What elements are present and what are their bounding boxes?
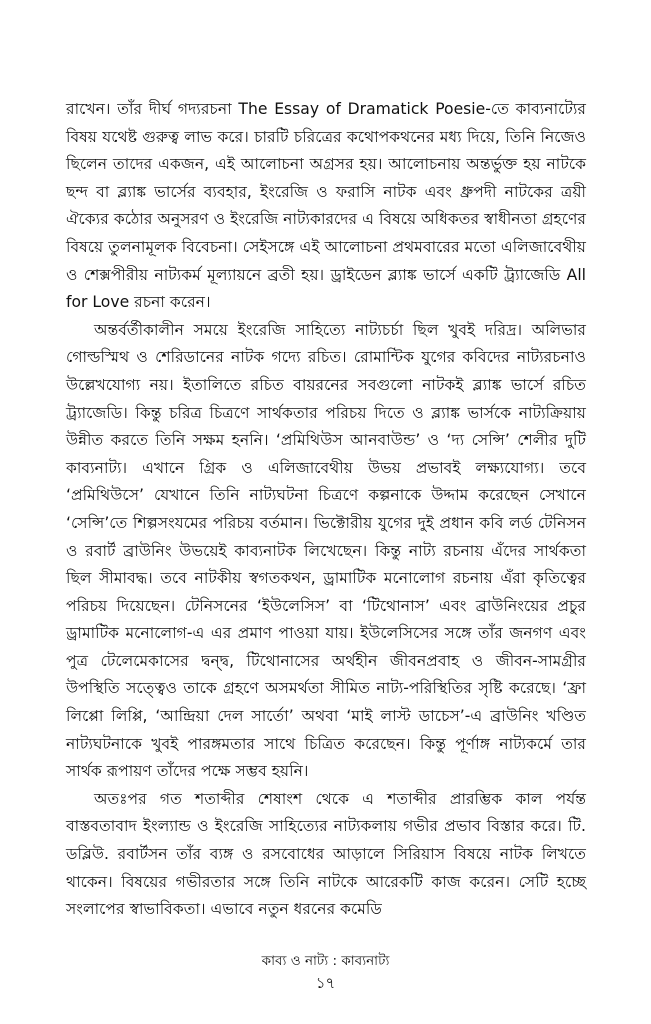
page-number: ১৭ <box>315 974 336 992</box>
body-text <box>66 96 586 924</box>
paragraph-interim-period: অন্তর্বর্তীকালীন সময়ে ইংরেজি সাহিত্যে নাট্যচর্চা ছিল খুবই দরিদ্র। অলিভার গোল্ডস্মিথ ও শেরিডানের নাটক গদ্যে রচিত। রোমান্টিক যুগের কবিদের নাট্যরচনাও উল্লেখযোগ্য নয়। ইতালিতে রচিত বায়রনের সবগুলো নাটকই ব্ল্যাঙ্ক ভার্সে রচিত ট্র্যাজেডি। কিন্তু চরিত্র চিত্রণে সার্থকতার পরিচয় দিতে ও ব্ল্যাঙ্ক ভার্সকে নাট্যক্রিয়ায় উন্নীত করতে তিনি সক্ষম হননি। ‘প্রমিথিউস আনবাউন্ড’ ও ‘দ্য সেন্সি’ শেলীর দুটি কাব্যনাট্য। এখানে গ্রিক ও এলিজাবেথীয় উভয় প্রভাবই লক্ষ্যযোগ্য। তবে ‘প্রমিথিউসে’ যেখানে তিনি নাট্যঘটনা চিত্রণে কল্পনাকে উদ্দাম করেছেন সেখানে ‘সেন্সি’তে শিল্পসংযমের পরিচয় বর্তমান। ভিক্টোরীয় যুগের দুই প্রধান কবি লর্ড টেনিসন ও রবার্ট ব্রাউনিং উভয়েই কাব্যনাটক লিখেছেন। কিন্তু নাট্য রচনায় এঁদের সার্থকতা ছিল সীমাবদ্ধ। তবে নাটকীয় স্বগতকথন, ড্রামাটিক মনোলোগ রচনায় এঁরা কৃতিত্বের পরিচয় দিয়েছেন। টেনিসনের ‘ইউলেসিস’ বা ‘টিথোনাস’ এবং ব্রাউনিংয়ের প্রচুর ড্রামাটিক মনোলোগ-এ এর প্রমাণ পাওয়া যায়। ইউলেসিসের সঙ্গে তাঁর জনগণ এবং পুত্র টেলেমেকাসের দ্বন্দ্ব, টিথোনাসের অর্থহীন জীবনপ্রবাহ ও জীবন-সামগ্রীর উপস্থিতি সত্ত্বেও তাকে গ্রহণে অসমর্থতা সীমিত নাট্য-পরিস্থিতির সৃষ্টি করেছে। ‘ফ্রা লিপ্পো লিপ্পি, ‘আন্দ্রিয়া দেল সার্তো’ অথবা ‘মাই লাস্ট ডাচেস’-এ ব্রাউনিং খণ্ডিত নাট্যঘটনাকে খুবই পারঙ্গমতার সাথে চিত্রিত করেছেন। কিন্তু পূর্ণাঙ্গ নাট্যকর্মে তার সার্থক রূপায়ণ তাঁদের পক্ষে সম্ভব হয়নি। <box>66 320 586 781</box>
paragraph-realism: অতঃপর গত শতাব্দীর শেষাংশ থেকে এ শতাব্দীর প্রারম্ভিক কাল পর্যন্ত বাস্তবতাবাদ ইংল্যান্ড ও ইংরেজি সাহিত্যের নাট্যকলায় গভীর প্রভাব বিস্তার করে। টি. ডব্লিউ. রবার্টসন তাঁর ব্যঙ্গ ও রসবোধের আড়ালে সিরিয়াস বিষয়ে নাটক লিখতে থাকেন। বিষয়ের গভীরতার সঙ্গে তিনি নাটকে আরেকটি কাজ করেন। সেটি হচ্ছে সংলাপের স্বাভাবিকতা। এভাবে নতুন ধরনের কমেডি <box>66 789 586 919</box>
running-footer-title: কাব্য ও নাট্য : কাব্যনাট্য <box>261 953 390 969</box>
paragraph-dryden: রাখেন। তাঁর দীর্ঘ গদ্যরচনা The Essay of Dramatick Poesie-তে কাব্যনাট্যের বিষয় যথেষ্ট গুরুত্ব লাভ করে। চারটি চরিত্রের কথোপকথনের মধ্য দিয়ে, তিনি নিজেও ছিলেন তাদের একজন, এই আলোচনা অগ্রসর হয়। আলোচনায় অন্তর্ভুক্ত হয় নাটকে ছন্দ বা ব্ল্যাঙ্ক ভার্সের ব্যবহার, ইংরেজি ও ফরাসি নাটক এবং ধ্রুপদী নাটকের ত্রয়ী ঐক্যের কঠোর অনুসরণ ও ইংরেজি নাট্যকারদের এ বিষয়ে অধিকতর স্বাধীনতা গ্রহণের বিষয়ে তুলনামূলক বিবেচনা। সেইসঙ্গে এই আলোচনা প্রথমবারের মতো এলিজাবেথীয় ও শেক্সপীরীয় নাট্যকর্ম মূল্যায়নে ব্রতী হয়। ড্রাইডেন ব্ল্যাঙ্ক ভার্সে একটি ট্র্যাজেডি All for Love রচনা করেন। <box>66 100 586 312</box>
